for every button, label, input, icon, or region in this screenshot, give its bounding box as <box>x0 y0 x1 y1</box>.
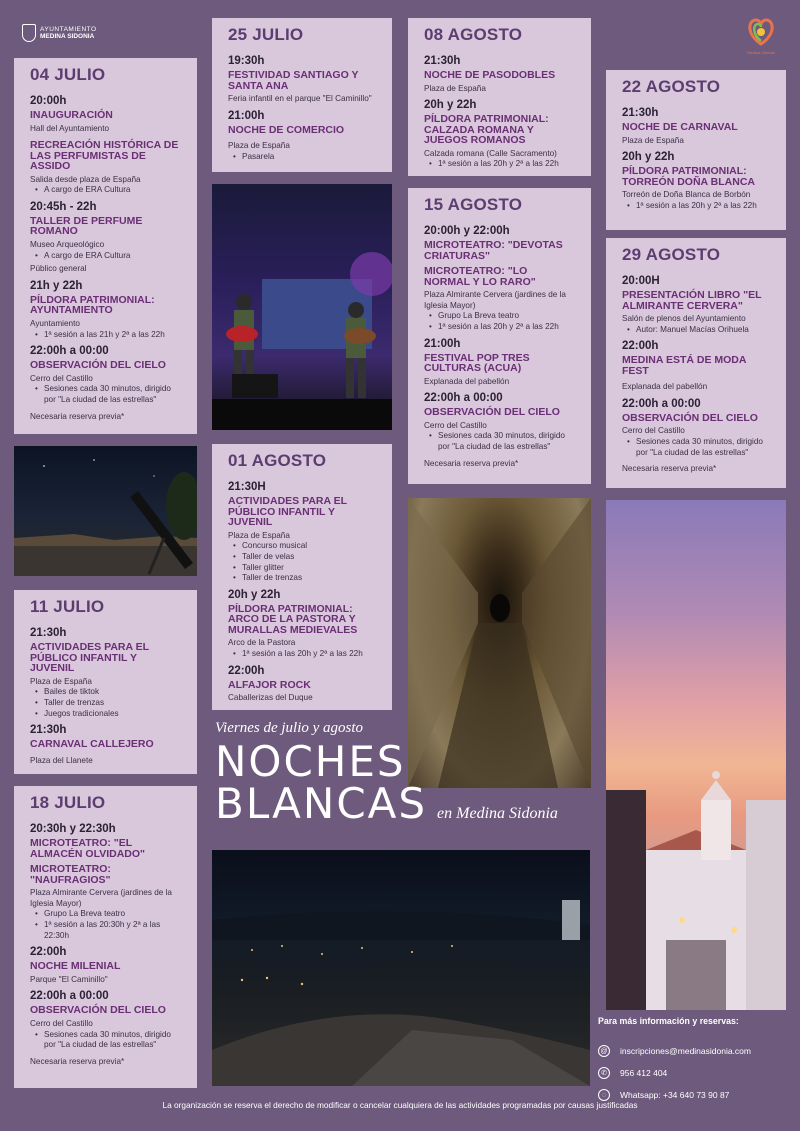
event-place: Plaza de España <box>424 83 486 93</box>
event-time: 20h y 22h <box>622 151 675 164</box>
event-activity: ACTIVIDADES PARA EL PÚBLICO INFANTIL Y JUVENIL <box>228 495 347 529</box>
event-activity: NOCHE MILENIAL <box>30 960 121 973</box>
event-activity: FESTIVIDAD SANTIAGO Y SANTA ANA <box>228 69 359 92</box>
event-card-18-julio <box>14 786 197 1088</box>
event-time: 21:30H <box>228 481 266 494</box>
event-place: Salón de plenos del Ayuntamiento <box>622 314 746 324</box>
detail-item: • Sesiones cada 30 minutos, dirigido por "La ciudad de las estrellas" <box>30 384 181 405</box>
event-place: Plaza de España <box>622 135 684 145</box>
event-time: 21:30h <box>30 627 67 640</box>
event-details <box>30 251 181 262</box>
event-time: 20:00h y 22:00h <box>424 225 510 238</box>
event-activity: MICROTEATRO: "LO NORMAL Y LO RARO" <box>424 265 536 288</box>
email-row[interactable] <box>598 1040 751 1062</box>
event-time: 19:30h <box>228 55 265 68</box>
detail-item: • Juegos tradicionales <box>30 709 181 720</box>
event-card-01-agosto <box>212 444 392 710</box>
event-time: 20h y 22h <box>424 99 477 112</box>
title-line2: BLANCAS <box>215 779 428 828</box>
event-details <box>30 384 181 405</box>
event-details <box>228 541 376 584</box>
reservation-note: Necesaria reserva previa* <box>622 464 717 474</box>
event-place: Salida desde plaza de España <box>30 174 141 184</box>
event-time: 20:00H <box>622 275 660 288</box>
detail-item: • Taller de trenzas <box>228 573 376 584</box>
event-details <box>30 185 181 196</box>
detail-item: • Sesiones cada 30 minutos, dirigido por "La ciudad de las estrellas" <box>30 1030 181 1051</box>
contact-heading: Para más información y reservas: <box>598 1016 739 1026</box>
detail-item: • 1ª sesión a las 20h y 2ª a las 22h <box>424 322 575 333</box>
phone-link[interactable]: 956 412 404 <box>620 1068 668 1078</box>
event-activity: PÍLDORA PATRIMONIAL: CALZADA ROMANA Y JUEGOS ROMANOS <box>424 113 549 147</box>
event-place: Parque "El Caminillo" <box>30 974 108 984</box>
subtitle: Viernes de julio y agosto <box>215 720 364 736</box>
event-activity: INAUGURACIÓN <box>30 109 113 122</box>
street-illustration <box>606 500 786 1010</box>
whatsapp-link[interactable]: Whatsapp: +34 640 73 90 87 <box>620 1090 730 1100</box>
detail-item: • Taller de velas <box>228 552 376 563</box>
event-place: Calzada romana (Calle Sacramento) <box>424 148 557 158</box>
event-time: 21:30h <box>30 724 67 737</box>
telescope-illustration <box>14 446 197 576</box>
event-time: 21:30h <box>622 107 659 120</box>
svg-text:Medina Sidonia: Medina Sidonia <box>747 50 775 55</box>
event-date: 11 JULIO <box>30 597 105 616</box>
telescope-night-photo <box>14 446 197 576</box>
event-activity: TALLER DE PERFUME ROMANO <box>30 214 143 238</box>
event-place: Museo Arqueológico <box>30 239 105 249</box>
event-card-04-julio <box>14 58 197 434</box>
event-time: 21h y 22h <box>30 279 83 292</box>
village-illustration <box>212 850 590 1086</box>
event-place: Explanada del pabellón <box>424 376 510 386</box>
event-place: Plaza de España <box>228 530 290 540</box>
event-activity: NOCHE DE COMERCIO <box>228 123 345 136</box>
event-activity: CARNAVAL CALLEJERO <box>30 738 154 751</box>
event-date: 08 AGOSTO <box>424 25 523 44</box>
event-time: 22:00h a 00:00 <box>30 990 109 1003</box>
event-card-15-agosto <box>408 188 591 484</box>
event-time: 22:00h a 00:00 <box>424 392 503 405</box>
event-date: 22 AGOSTO <box>622 77 721 96</box>
event-place: Caballerizas del Duque <box>228 693 313 702</box>
title-block <box>215 720 558 828</box>
event-time: 20:00h <box>30 95 67 108</box>
email-icon: @ <box>598 1045 610 1057</box>
detail-item: • Pasarela <box>228 152 376 163</box>
event-activity: FESTIVAL POP TRES CULTURAS (ACUA) <box>424 351 530 375</box>
title-line2-row <box>215 779 558 828</box>
concert-illustration <box>212 184 392 430</box>
event-activity: RECREACIÓN HISTÓRICA DE LAS PERFUMISTAS DE ASSIDO <box>30 139 179 173</box>
event-time: 21:00h <box>228 109 265 122</box>
event-time: 22:00h <box>622 340 659 353</box>
detail-item: • 1ª sesión a las 20h y 2ª a las 22h <box>424 159 575 170</box>
event-date: 01 AGOSTO <box>228 451 327 470</box>
event-activity: OBSERVACIÓN DEL CIELO <box>30 359 166 372</box>
event-card-11-julio <box>14 590 197 774</box>
event-activity: OBSERVACIÓN DEL CIELO <box>30 1004 166 1017</box>
detail-item: • 1ª sesión a las 21h y 2ª a las 22h <box>30 330 181 341</box>
event-activity: PÍLDORA PATRIMONIAL: TORREÓN DOÑA BLANCA <box>622 165 755 188</box>
event-time: 20:30h y 22:30h <box>30 823 116 836</box>
footer-disclaimer: La organización se reserva el derecho de modificar o cancelar cualquiera de las actividades programadas por causas justificadas <box>162 1100 638 1110</box>
detail-item: • A cargo de ERA Cultura <box>30 251 181 262</box>
event-activity: ACTIVIDADES PARA EL PÚBLICO INFANTIL Y JUVENIL <box>30 641 149 675</box>
event-details <box>30 1030 181 1051</box>
event-activity: MICROTEATRO: "NAUFRAGIOS" <box>30 863 111 886</box>
event-audience: Público general <box>30 264 87 274</box>
event-place: Cerro del Castillo <box>30 373 93 383</box>
event-place: Feria infantil en el parque "El Caminillo" <box>228 94 372 104</box>
event-activity: MICROTEATRO: "EL ALMACÉN OLVIDADO" <box>30 837 146 860</box>
event-card-25-julio <box>212 18 392 172</box>
event-details <box>622 437 770 458</box>
reservation-note: Necesaria reserva previa* <box>424 458 519 468</box>
sunset-street-photo <box>606 500 786 1010</box>
event-date: 29 AGOSTO <box>622 245 721 264</box>
event-place: Hall del Ayuntamiento <box>30 123 110 133</box>
detail-item: • Sesiones cada 30 minutos, dirigido por "La ciudad de las estrellas" <box>424 431 575 452</box>
event-date: 04 JULIO <box>30 65 106 84</box>
detail-item: • 1ª sesión a las 20h y 2ª a las 22h <box>228 649 376 660</box>
event-activity: PRESENTACIÓN LIBRO "EL ALMIRANTE CERVERA" <box>622 289 762 312</box>
event-place: Ayuntamiento <box>30 318 80 328</box>
detail-item: • Taller de trenzas <box>30 698 181 709</box>
event-card-22-agosto <box>606 70 786 230</box>
event-activity: NOCHE DE PASODOBLES <box>424 69 556 82</box>
concert-photo <box>212 184 392 430</box>
event-details <box>424 311 575 332</box>
event-place: Cerro del Castillo <box>424 420 487 430</box>
event-date: 18 JULIO <box>30 793 106 812</box>
title-location: en Medina Sidonia <box>437 805 558 822</box>
event-details <box>622 325 770 336</box>
detail-item: • Sesiones cada 30 minutos, dirigido por "La ciudad de las estrellas" <box>622 437 770 458</box>
reservation-note: Necesaria reserva previa* <box>30 411 125 421</box>
event-place: Torreón de Doña Blanca de Borbón <box>622 190 751 200</box>
event-place: Cerro del Castillo <box>30 1018 93 1028</box>
ayto-line2: MEDINA SIDONIA <box>40 33 95 40</box>
detail-item: • 1ª sesión a las 20:30h y 2ª a las 22:30h <box>30 920 181 941</box>
medina-sidonia-heart-logo <box>744 14 778 60</box>
event-time: 22:00h a 00:00 <box>30 345 109 358</box>
event-time: 22:00h <box>30 946 67 959</box>
event-activity: MICROTEATRO: "DEVOTAS CRIATURAS" <box>424 239 563 262</box>
event-place: Plaza del Llanete <box>30 755 93 765</box>
event-time: 21:00h <box>424 337 461 350</box>
event-time: 22:00h a 00:00 <box>622 397 701 410</box>
event-activity: ALFAJOR ROCK <box>228 678 311 691</box>
detail-item: • Concurso musical <box>228 541 376 552</box>
event-date: 15 AGOSTO <box>424 195 523 214</box>
detail-item: • Bailes de tiktok <box>30 687 181 698</box>
event-details <box>424 431 575 452</box>
event-activity: PÍLDORA PATRIMONIAL: AYUNTAMIENTO <box>30 293 155 317</box>
event-time: 20h y 22h <box>228 588 281 601</box>
ayuntamiento-logo <box>22 24 97 42</box>
event-activity: OBSERVACIÓN DEL CIELO <box>424 406 560 419</box>
event-place: Plaza de España <box>30 676 92 686</box>
detail-item: • Grupo La Breva teatro <box>424 311 575 322</box>
reservation-note: Necesaria reserva previa* <box>30 1056 125 1066</box>
event-place: Plaza de España <box>228 141 290 151</box>
event-card-08-agosto <box>408 18 591 176</box>
event-time: 20:45h - 22h <box>30 201 97 213</box>
event-details <box>228 152 376 163</box>
phone-icon: ✆ <box>598 1067 610 1079</box>
whatsapp-icon: ◌ <box>598 1089 610 1101</box>
detail-item: • A cargo de ERA Cultura <box>30 185 181 196</box>
phone-row[interactable] <box>598 1062 751 1084</box>
event-place: Cerro del Castillo <box>622 426 685 436</box>
event-details <box>228 649 376 660</box>
email-link[interactable]: inscripciones@medinasidonia.com <box>620 1046 751 1056</box>
event-time: 21:30h <box>424 55 461 68</box>
event-place: Explanada del pabellón <box>622 382 708 392</box>
event-details <box>30 687 181 719</box>
event-details <box>30 330 181 341</box>
event-time: 22:00h <box>228 664 265 677</box>
detail-item: • Taller glitter <box>228 563 376 574</box>
title-line1: NOCHES <box>215 737 406 786</box>
ayto-line1: AYUNTAMIENTO <box>40 26 97 33</box>
detail-item: • Autor: Manuel Macías Orihuela <box>622 325 770 336</box>
event-card-29-agosto <box>606 238 786 488</box>
detail-item: • Grupo La Breva teatro <box>30 909 181 920</box>
event-activity: PÍLDORA PATRIMONIAL: ARCO DE LA PASTORA Y MURALLAS MEDIEVALES <box>228 602 358 636</box>
night-village-photo <box>212 850 590 1086</box>
event-place: Arco de la Pastora <box>228 638 296 648</box>
event-activity: NOCHE DE CARNAVAL <box>622 121 738 134</box>
detail-item: • 1ª sesión a las 20h y 2ª a las 22h <box>622 201 770 212</box>
event-date: 25 JULIO <box>228 25 304 44</box>
contact-block <box>598 1016 751 1106</box>
event-activity: MEDINA ESTÁ DE MODA FEST <box>622 354 747 377</box>
shield-icon <box>22 24 36 42</box>
event-place: Plaza Almirante Cervera (jardines de la Iglesia Mayor) <box>30 888 172 908</box>
event-details <box>30 909 181 941</box>
event-activity: OBSERVACIÓN DEL CIELO <box>622 411 758 424</box>
event-place: Plaza Almirante Cervera (jardines de la Iglesia Mayor) <box>424 290 566 310</box>
event-details <box>622 201 770 212</box>
event-details <box>424 159 575 170</box>
